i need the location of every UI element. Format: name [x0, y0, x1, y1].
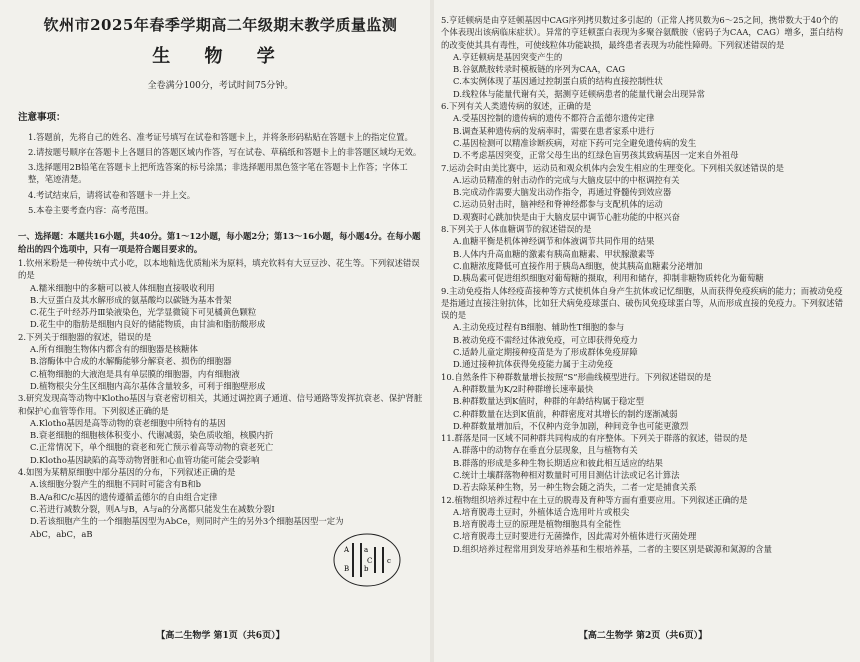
option-c: C.适龄儿童定期接种疫苗是为了形成群体免疫屏障 — [453, 347, 638, 358]
question-6 — [441, 100, 845, 161]
option-d: D.不考虑基因突变，正常父母生出的红绿色盲男孩其致病基因一定来自外祖母 — [453, 150, 739, 161]
question-stem: 3.研究发现高等动物中Klotho基因与衰老密切相关，其通过调控离子通道、信号通路等发挥抗衰老、保护肾脏和保护心血管等作用。下列叙述正确的是 — [18, 393, 423, 416]
option-d: D.胰岛素可促进组织细胞对葡萄糖的摄取，利用和储存，抑制非糖物质转化为葡萄糖 — [453, 273, 764, 284]
option-d: D.线粒体与能量代谢有关，据测亨廷顿病患者的能量代谢会出现异常 — [453, 88, 705, 99]
option-c: C.若进行减数分裂，则A与B，A与a的分离都只能发生在减数分裂Ⅰ — [30, 503, 275, 514]
option-c: C.本实例体现了基因通过控制蛋白质的结构直接控制性状 — [453, 76, 663, 87]
option-b: B.调查某种遗传病的发病率时，需要在患者家系中进行 — [453, 125, 655, 136]
question-8 — [441, 223, 845, 284]
option-b: B.培育脱毒土豆的原理是植物细胞具有全能性 — [453, 519, 621, 530]
option-b: B.A/a和C/c基因的遗传遵循孟德尔的自由组合定律 — [30, 491, 218, 502]
question-12 — [441, 494, 845, 555]
option-c: C.运动员射击时，脑神经和脊神经都参与支配机体的运动 — [453, 199, 663, 210]
option-a: A.所有细胞生物体内都含有的细胞器是核糖体 — [30, 344, 198, 355]
question-stem: 6.下列有关人类遗传病的叙述，正确的是 — [441, 101, 592, 112]
option-b: B.溶酶体中合成的水解酶能够分解衰老、损伤的细胞器 — [30, 356, 232, 367]
page-2 — [441, 14, 845, 555]
option-a: A.主动免疫过程有B细胞、辅助性T细胞的参与 — [453, 322, 625, 333]
option-a: A.Klotho基因是高等动物的衰老细胞中所特有的基因 — [30, 417, 226, 428]
option-c: C.血糖浓度降低可直接作用于胰岛A细胞，使其胰高血糖素分泌增加 — [453, 260, 703, 271]
option-c: C.花生子叶经苏丹Ⅲ染液染色，光学显微镜下可见橘黄色颗粒 — [30, 307, 257, 318]
note-item: 5.本卷主要考查内容：高考范围。 — [28, 205, 154, 216]
subject-title: 生 物 学 — [152, 46, 289, 67]
question-1 — [18, 257, 423, 331]
option-b: B.大豆蛋白及其水解形成的氨基酸均以碳链为基本骨架 — [30, 294, 232, 305]
gene-label: B — [344, 565, 350, 573]
question-7 — [441, 162, 845, 223]
question-9 — [441, 285, 845, 371]
chromosome-diagram — [331, 531, 403, 589]
question-stem: 4.如图为某精原细胞中部分基因的分布，下列叙述正确的是 — [18, 467, 236, 478]
gene-label: c — [387, 557, 391, 565]
option-d: D.若该细胞产生的一个细胞基因型为AbCe，则同时产生的另外3个细胞基因型一定为AbC，abC，aB — [30, 516, 344, 539]
question-stem: 9.主动免疫指人体经疫苗接种等方式使机体自身产生抗体或记忆细胞，从而获得免疫疾病的能力；而被动免疫是指通过直接注射抗体，比如狂犬病免疫球蛋白、破伤风免疫球蛋白等，从而形成直接的免疫力。下列叙述错误的是 — [441, 285, 843, 321]
question-2 — [18, 331, 423, 392]
note-item: 1.答题前，先将自己的姓名、准考证号填写在试卷和答题卡上，并将条形码粘贴在答题卡上的指定位置。 — [28, 131, 413, 142]
notes-list — [18, 131, 423, 217]
option-c: C.正常情况下，单个细胞的衰老和死亡预示着高等动物的衰老死亡 — [30, 442, 274, 453]
option-d: D.通过接种抗体获得免疫能力属于主动免疫 — [453, 359, 613, 370]
question-stem: 12.植物组织培养过程中在土豆的脱毒及育种等方面有重要应用。下列叙述正确的是 — [441, 494, 748, 505]
question-stem: 8.下列关于人体血糖调节的叙述错误的是 — [441, 224, 592, 235]
option-a: A.种群数量为K/2时种群增长速率最快 — [453, 383, 594, 394]
option-b: B.人体内升高血糖的激素有胰高血糖素、甲状腺激素等 — [453, 248, 655, 259]
gene-label: a — [364, 546, 369, 554]
gene-label: C — [367, 557, 373, 565]
question-stem: 10.自然条件下种群数量增长按照“S”形曲线模型进行。下列叙述错误的是 — [441, 371, 712, 382]
option-d: D.花生中的脂肪是细胞内良好的储能物质，由甘油和脂肪酸形成 — [30, 319, 266, 330]
page-footer: 【高二生物学 第2页（共6页）】 — [578, 631, 708, 641]
option-a: A.群落中的动物存在垂直分层现象，且与植物有关 — [453, 445, 638, 456]
option-d: D.若去除某种生物，另一种生物会随之消失，二者一定是捕食关系 — [453, 482, 697, 493]
gene-label: A — [344, 546, 350, 554]
option-d: D.Klotho基因缺陷的高等动物肾脏和心血管功能可能会受影响 — [30, 454, 260, 465]
option-a: A.运动员精准的射击动作的完成与大脑皮层中的中枢调控有关 — [453, 174, 680, 185]
option-c: C.植物细胞的大液泡是具有单层膜的细胞器，内有细胞液 — [30, 368, 240, 379]
question-stem: 5.亨廷顿病是由亨廷顿基因中CAG序列拷贝数过多引起的（正常人拷贝数为6～25之间，携带数大于40个的个体表现出该病临床症状）。异常的亨廷顿蛋白表现为多聚谷氨酰胺（密码子为CAA，CAG）增多，蛋白结构的改变使其具有毒性，可使线粒体功能缺损，最终患者表现为功能性障碍。下列叙述错误的是 — [441, 15, 843, 50]
question-10 — [441, 371, 845, 432]
question-11 — [441, 432, 845, 493]
option-d: D.观赛时心跳加快是由于大脑皮层中调节心脏功能的中枢兴奋 — [453, 211, 680, 222]
gene-label: b — [364, 565, 369, 573]
question-stem: 11.群落是同一区域不同种群共同构成的有序整体。下列关于群落的叙述，错误的是 — [441, 433, 748, 444]
option-d: D.组织培养过程常用到发芽培养基和生根培养基，二者的主要区别是碳源和氮源的含量 — [453, 543, 772, 554]
question-3 — [18, 392, 423, 466]
question-5 — [441, 14, 845, 100]
option-a: A.受基因控制的遗传病的遗传不都符合孟德尔遗传定律 — [453, 113, 655, 124]
option-c: C.基因检测可以精准诊断疾病，对症下药可完全避免遗传病的发生 — [453, 137, 697, 148]
option-b: B.群落的形成是多种生物长期适应和彼此相互适应的结果 — [453, 457, 663, 468]
question-stem: 2.下列关于细胞器的叙述，错误的是 — [18, 331, 152, 342]
page-footer: 【高二生物学 第1页（共6页）】 — [156, 631, 285, 641]
option-c: C.培育脱毒土豆时要进行无菌操作，因此需对外植体进行灭菌处理 — [453, 531, 697, 542]
option-a: A.糯米细胞中的多糖可以被人体细胞直接吸收利用 — [30, 282, 215, 293]
option-d: D.植物根尖分生区细胞内高尔基体含量较多，可利于细胞壁形成 — [30, 380, 266, 391]
note-item: 4.考试结束后，请将试卷和答题卡一并上交。 — [28, 189, 196, 200]
option-b: B.衰老细胞的细胞核体积变小、代谢减弱，染色质收缩，核膜内折 — [30, 430, 274, 441]
exam-meta: 全卷满分100分，考试时间75分钟。 — [147, 81, 294, 91]
option-c: C.种群数量在达到K值前，种群密度对其增长的制约逐渐减弱 — [453, 408, 678, 419]
option-d: D.种群数量增加后，不仅种内竞争加剧，种间竞争也可能更激烈 — [453, 420, 689, 431]
option-b: B.被动免疫不需经过体液免疫，可立即获得免疫力 — [453, 334, 638, 345]
question-stem: 7.运动会时由美比赛中，运动员和观众机体内会发生相应的生理变化。下列相关叙述错误的是 — [441, 162, 784, 173]
option-a: A.血糖平衡是机体神经调节和体液调节共同作用的结果 — [453, 236, 655, 247]
section-heading: 一、选择题：本题共16小题，共40分。第1～12小题，每小题2分；第13～16小题，每小题4分。在每小题给出的四个选项中，只有一项是符合题目要求的。 — [18, 231, 421, 254]
option-c: C.统计土壤群落物种相对数量时可用目测估计法或记名计算法 — [453, 469, 680, 480]
option-b: B.谷氨酰胺转录时模板链的序列为CAA，CAG — [453, 64, 626, 75]
page-1 — [18, 14, 423, 540]
option-a: A.培育脱毒土豆时，外植体适合选用叶片或根尖 — [453, 506, 630, 517]
option-a: A.该细胞分裂产生的细胞不同时可能含有B和b — [30, 479, 201, 490]
option-a: A.亨廷顿病是基因突变产生的 — [453, 51, 563, 62]
page-gutter — [430, 0, 434, 662]
question-4 — [18, 466, 423, 540]
note-item: 3.选择题用2B铅笔在答题卡上把所选答案的标号涂黑；非选择题用黑色签字笔在答题卡上作答；字体工整，笔迹清楚。 — [28, 162, 408, 185]
question-stem: 1.钦州米粉是一种传统中式小吃，以本地籼选优质籼米为原料，填充钦料有大豆豆沙、花生等。下列叙述错误的是 — [18, 257, 420, 281]
exam-title: 钦州市2025年春季学期高二年级期末教学质量监测 — [43, 16, 398, 34]
note-item: 2.请按题号顺序在答题卡上各题目的答题区域内作答，写在试卷、草稿纸和答题卡上的非答题区域均无效。 — [28, 146, 422, 157]
option-b: B.完成动作需要大脑发出动作指令，再通过脊髓传到效应器 — [453, 187, 672, 198]
option-b: B.种群数量达到K值时，种群的年龄结构属于稳定型 — [453, 396, 644, 407]
notes-heading: 注意事项： — [18, 112, 66, 124]
